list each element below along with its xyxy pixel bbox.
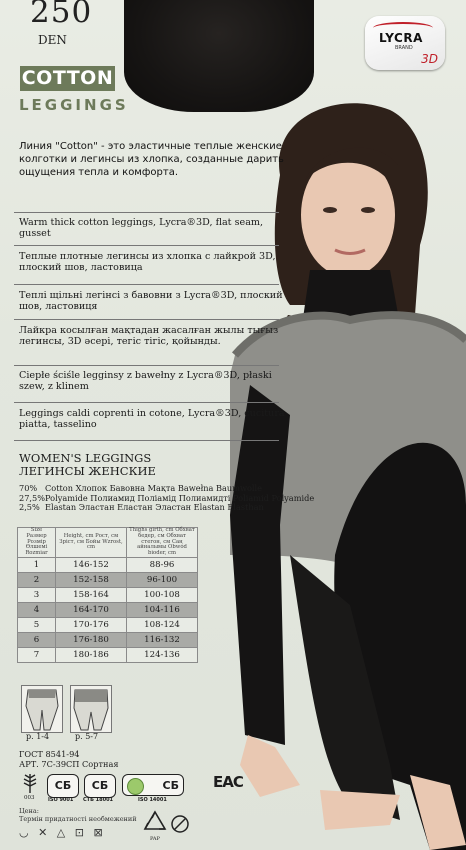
composition-row: 2,5% Elastan Эластан Еластан Эластан Elastan Elasthan bbox=[19, 502, 264, 513]
wheat-number: 003 bbox=[24, 795, 35, 801]
no-symbol-icon bbox=[170, 814, 190, 834]
description-ru: Теплые плотные легинсы из хлопка с лайкрой 3D, плоский шов, ластовица bbox=[19, 251, 276, 273]
description-en: Warm thick cotton leggings, Lycra®3D, flat seam, gusset bbox=[19, 217, 264, 239]
composition-row: 70% Cotton Хлопок Бавовна Мақта Bawełna Baumwolle bbox=[19, 483, 262, 493]
price-label: Цена: bbox=[19, 807, 39, 815]
product-type bbox=[19, 452, 156, 478]
gost-number: ГОСТ 8541-94 bbox=[19, 749, 80, 759]
product-type-ru: ЛЕГИНСЫ ЖЕНСКИЕ bbox=[19, 464, 156, 478]
height-header: Height, cm Рост, см Зріст, см Бойы Wzrost, cm bbox=[56, 528, 127, 558]
cert-badge: СБ bbox=[47, 774, 79, 798]
recycle-icon bbox=[141, 809, 169, 837]
lycra-logo bbox=[365, 16, 445, 70]
description-it: Leggings caldi coprenti in cotone, Lycra®3D, cucitura piatta, tasselino bbox=[19, 408, 285, 430]
divider bbox=[14, 402, 279, 403]
cert-label: ISO 14001 bbox=[138, 797, 167, 803]
standards bbox=[19, 749, 119, 769]
wheat-icon bbox=[20, 772, 40, 794]
divider bbox=[14, 440, 279, 441]
product-type-en: WOMEN'S LEGGINGS bbox=[19, 451, 152, 465]
article-number: АРТ. 7С-39СП Сортная bbox=[19, 759, 119, 769]
description-ua: Теплі щільні легінсі з бавовни з Lycra®3D, плоский шов, ластовиця bbox=[19, 290, 283, 312]
recycle-label: PAP bbox=[150, 836, 160, 842]
table-row: 6 176-180 116-132 bbox=[18, 633, 198, 648]
fit-figure-label: р. 5-7 bbox=[75, 732, 99, 741]
fit-figure-icon bbox=[21, 685, 63, 733]
divider bbox=[14, 245, 279, 246]
fabric-swatch bbox=[124, 0, 314, 112]
warranty-text: Термін придатності необмежений bbox=[19, 814, 137, 823]
table-row: 5 170-176 108-124 bbox=[18, 618, 198, 633]
cert-badge: СБ bbox=[84, 774, 116, 798]
eco-leaf-icon bbox=[127, 778, 144, 795]
eac-mark: EAC bbox=[213, 773, 243, 791]
size-table bbox=[17, 527, 198, 663]
table-row: 7 180-186 124-136 bbox=[18, 648, 198, 663]
size-header: Size Размер Розмір Өлшемі Rozmiar bbox=[18, 528, 56, 558]
cert-badge: СБ bbox=[122, 774, 184, 796]
composition bbox=[19, 484, 314, 513]
table-row: 2 152-158 96-100 bbox=[18, 573, 198, 588]
model-photo bbox=[230, 85, 466, 850]
leggings-label: LEGGINGS bbox=[19, 96, 129, 114]
lycra-brand-text: BRAND bbox=[395, 45, 413, 51]
divider bbox=[14, 365, 279, 366]
den-unit: DEN bbox=[38, 33, 67, 47]
price-info bbox=[19, 808, 137, 823]
cert-label: СТБ 18001 bbox=[83, 797, 114, 803]
table-row: 1 146-152 88-96 bbox=[18, 558, 198, 573]
fit-figure-label: р. 1-4 bbox=[26, 732, 50, 741]
divider bbox=[14, 284, 279, 285]
den-number: 250 bbox=[30, 0, 93, 30]
table-row: 4 164-170 104-116 bbox=[18, 603, 198, 618]
cert-label: ISO 9001 bbox=[48, 797, 74, 803]
intro-text: Линия "Cotton" - это эластичные теплые женские колготки и легинсы из хлопка, созданные дарить ощущения тепла и комфорта. bbox=[19, 141, 284, 178]
care-symbols: ◡ ✕ △ ⊡ ⊠ bbox=[19, 826, 106, 839]
description-kz: Лайкра косылған мақтадан жасалған жылы тығыз легинсы, 3D әсері, тегіс тігіс, қойынды. bbox=[19, 325, 279, 347]
composition-row: 27,5%Polyamide Полиамид Поліамід Полиамидті Poliamid Polyamide bbox=[19, 492, 315, 503]
cotton-label: COTTON bbox=[21, 67, 114, 89]
lycra-wordmark: LYCRA bbox=[379, 31, 423, 45]
divider bbox=[14, 319, 279, 320]
description-pl: Ciepłe ściśle legginsy z bawełny z Lycra®3D, płaski szew, z klinem bbox=[19, 370, 272, 392]
fit-figure-icon bbox=[70, 685, 112, 733]
size-table-header bbox=[18, 528, 198, 558]
lycra-3d-text: 3D bbox=[421, 52, 438, 66]
thigh-header: Thighs girth, cm Обхват бедер, см Обхват стегон, см Сан айналымы Obwód bioder, cm bbox=[127, 528, 198, 558]
divider bbox=[14, 212, 279, 213]
table-row: 3 158-164 100-108 bbox=[18, 588, 198, 603]
